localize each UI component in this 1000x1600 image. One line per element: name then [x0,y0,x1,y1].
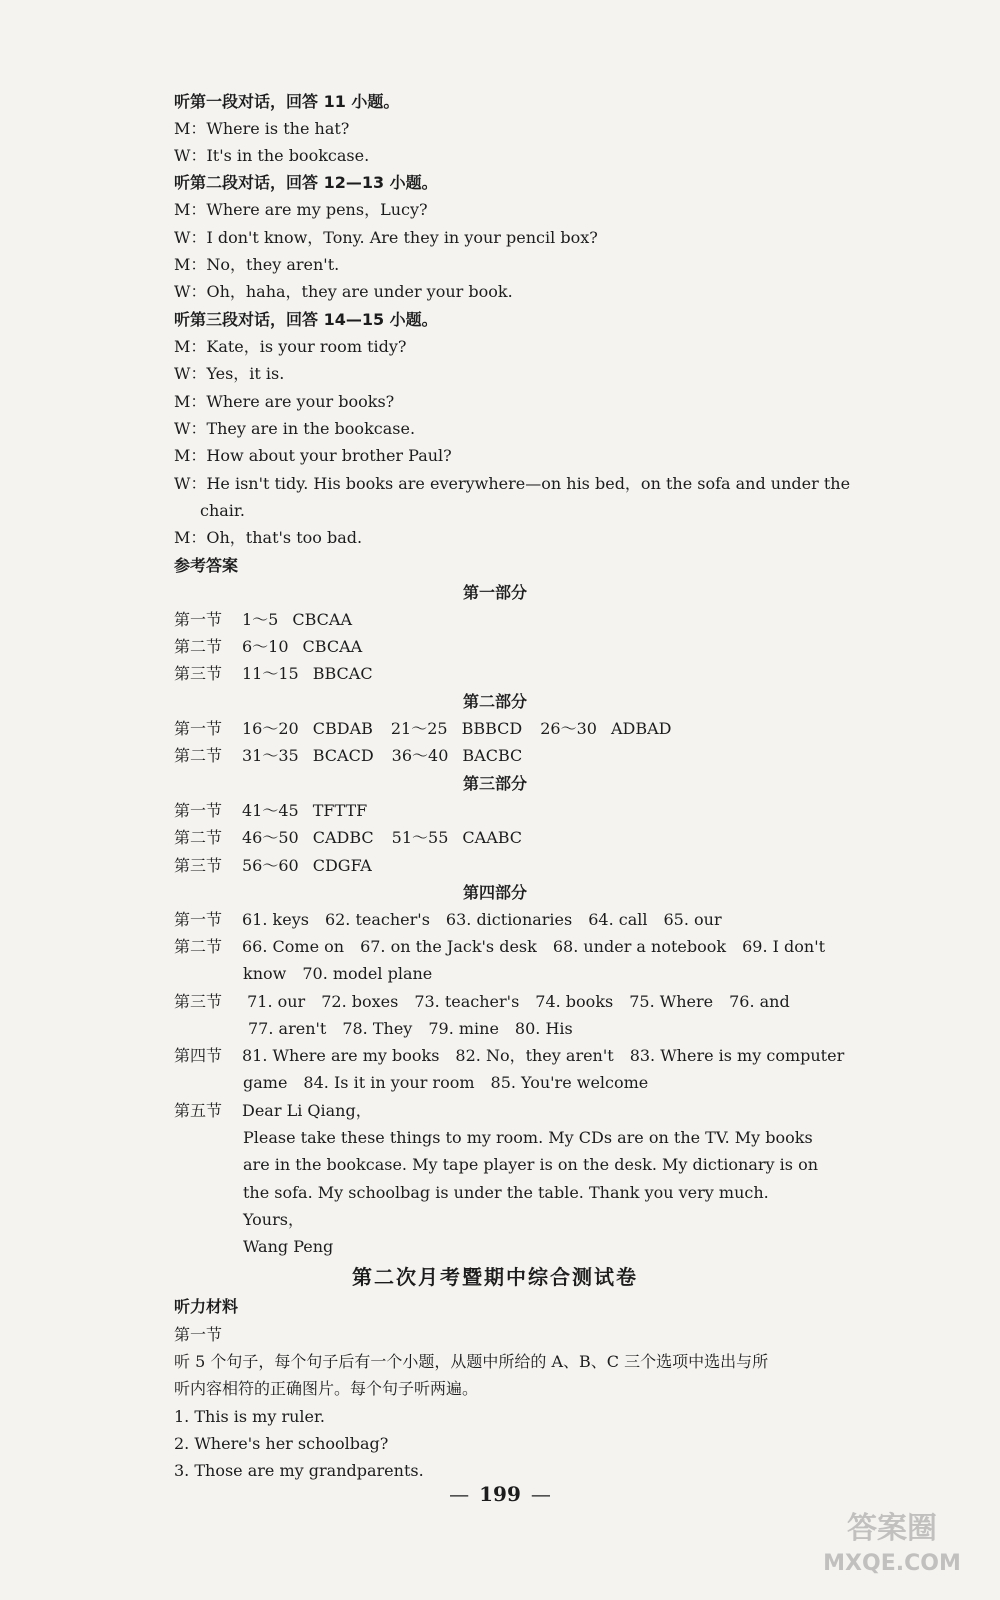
answer-text: 81. Where are my books 82. No，they aren't 83. Where is my computer [242,1046,845,1065]
letter-line: are in the bookcase. My tape player is on the desk. My dictionary is on [243,1155,818,1174]
answer-row [174,637,380,657]
section-label: 第一节 [174,719,223,738]
dialogue-line: chair. [200,501,245,520]
answer-row [174,801,385,821]
dialogue-line: W：Yes，it is. [174,364,285,383]
answer-key: ADBAD [610,719,672,738]
answer-key: CAABC [462,828,523,847]
range: 16～20 [242,719,299,738]
exam-title: 第二次月考暨期中综合测试卷 [352,1265,638,1289]
sentence-item: 3. Those are my grandparents. [174,1461,424,1480]
section-label: 第四节 [174,1046,223,1065]
part-heading-1: 第一部分 [462,583,527,602]
answer-continuation: know 70. model plane [243,964,433,983]
section-label: 第三节 [174,664,223,683]
letter-line: the sofa. My schoolbag is under the table. Thank you very much. [243,1183,769,1202]
range: 46～50 [242,828,299,847]
range: 11～15 [242,664,299,683]
dialogue-line: M：Kate，is your room tidy? [174,337,407,356]
range: 41～45 [242,801,299,820]
answer-row [174,746,540,766]
part-heading-3: 第三部分 [462,774,527,793]
answer-key: CBCAA [302,637,363,656]
sentence-item: 2. Where's her schoolbag? [174,1434,389,1453]
answer-row [174,992,790,1012]
range: 1～5 [242,610,279,629]
dialogue-line: W：He isn't tidy. His books are everywhere—on his bed，on the sofa and under the [174,474,851,493]
dialogue-heading-3: 听第三段对话，回答 14—15 小题。 [174,310,438,329]
section-label: 第二节 [174,828,223,847]
section-heading: 第一节 [174,1325,223,1344]
letter-line: Please take these things to my room. My CDs are on the TV. My books [243,1128,813,1147]
watermark-top-text: 答案圈 [847,1511,937,1546]
answer-text: 71. our 72. boxes 73. teacher's 74. books 75. Where 76. and [242,992,790,1011]
dialogue-line: M：Where are your books? [174,392,395,411]
answer-continuation: game 84. Is it in your room 85. You're welcome [243,1073,649,1092]
dialogue-line: M：Where is the hat? [174,119,350,138]
answer-row [174,664,391,684]
section-label: 第一节 [174,801,223,820]
section-label: 第二节 [174,637,223,656]
dialogue-line: W：It's in the bookcase. [174,146,370,165]
answer-text: 61. keys 62. teacher's 63. dictionaries 64. call 65. our [242,910,722,929]
dialogue-line: W：Oh，haha，they are under your book. [174,282,513,301]
answer-row [174,828,540,848]
range: 51～55 [391,828,449,847]
dialogue-line: M：Oh，that's too bad. [174,528,363,547]
range: 36～40 [391,746,449,765]
dialogue-line: M：No，they aren't. [174,255,340,274]
answer-row [174,856,390,876]
section-label: 第二节 [174,746,223,765]
page-number-value: 199 [479,1482,521,1506]
answer-key: CBDAB [312,719,373,738]
page-dash-left: — [449,1482,470,1506]
dialogue-heading-2: 听第二段对话，回答 12—13 小题。 [174,173,438,192]
answer-continuation: 77. aren't 78. They 79. mine 80. His [248,1019,573,1038]
answer-key: CBCAA [292,610,353,629]
letter-signature: Wang Peng [243,1237,334,1256]
dialogue-line: W：They are in the bookcase. [174,419,416,438]
part-heading-2: 第二部分 [462,692,527,711]
answer-key: BCACD [312,746,374,765]
answer-key: CDGFA [312,856,372,875]
dialogue-line: M：Where are my pens，Lucy? [174,200,428,219]
section-label: 第五节 [174,1101,223,1120]
answer-row [174,719,690,739]
answer-key: BACBC [462,746,523,765]
range: 6～10 [242,637,289,656]
section-label: 第一节 [174,610,223,629]
letter-greeting: Dear Li Qiang， [242,1101,372,1120]
range: 26～30 [540,719,597,738]
section-label: 第一节 [174,910,223,929]
answer-row [174,1101,372,1121]
sentence-item: 1. This is my ruler. [174,1407,325,1426]
answer-text: 66. Come on 67. on the Jack's desk 68. under a notebook 69. I don't [242,937,826,956]
section-label: 第三节 [174,992,223,1011]
listening-heading: 听力材料 [174,1297,239,1316]
page-dash-right: — [530,1482,551,1506]
instruction-line: 听 5 个句子，每个句子后有一个小题，从题中所给的 A、B、C 三个选项中选出与所 [174,1352,769,1371]
answer-row [174,910,722,930]
answer-key: CADBC [312,828,374,847]
part-heading-4: 第四部分 [462,883,527,902]
instruction-line: 听内容相符的正确图片。每个句子听两遍。 [174,1379,479,1398]
watermark-logo [812,1504,972,1578]
dialogue-line: M：How about your brother Paul? [174,446,452,465]
page-number [0,1482,1000,1506]
answer-key: BBCAC [312,664,373,683]
range: 21～25 [390,719,448,738]
answer-row [174,610,370,630]
answer-row [174,937,825,957]
letter-closing: Yours， [243,1210,304,1229]
range: 56～60 [242,856,299,875]
answer-key: BBBCD [461,719,523,738]
answer-row [174,1046,844,1066]
answer-key: TFTTF [312,801,368,820]
answers-heading: 参考答案 [174,556,239,575]
section-label: 第三节 [174,856,223,875]
watermark-bottom-text: MXQE.COM [823,1551,961,1576]
dialogue-line: W：I don't know，Tony. Are they in your pencil box? [174,228,598,247]
range: 31～35 [242,746,299,765]
dialogue-heading-1: 听第一段对话，回答 11 小题。 [174,92,400,111]
section-label: 第二节 [174,937,223,956]
